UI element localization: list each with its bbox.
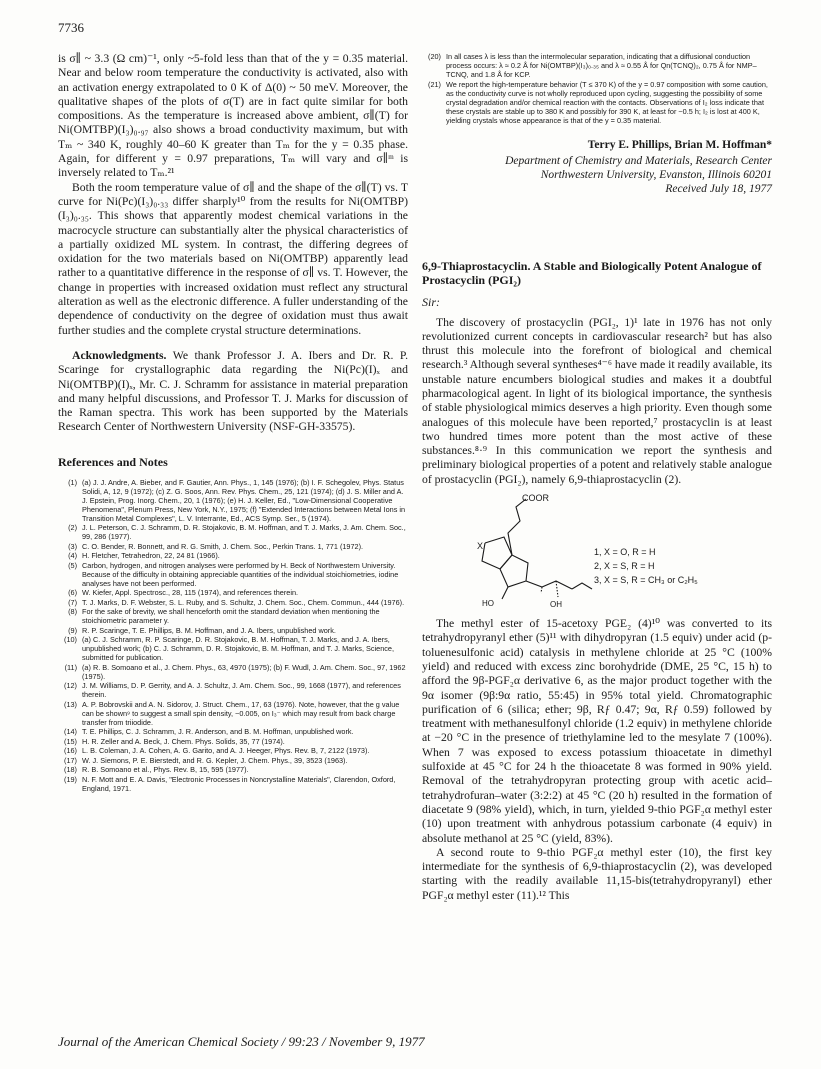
reference-number: (5) bbox=[68, 560, 77, 570]
reference-text: For the sake of brevity, we shall henceforth omit the standard deviation when mentioning the stoichiometric parameter y. bbox=[82, 607, 380, 626]
reference-number: (11) bbox=[64, 662, 77, 672]
reference-number: (14) bbox=[64, 727, 77, 737]
note-text: In all cases λ is less than the intermolecular separation, indicating that a diffusional conduction process occurs: λ ≈ 0.2 Å for Ni(OMTBP)(I₃)₀.₃₅ and λ ≈ 0.55 Å for Qn(TCNQ)₂, 0.75 Å for NMP–TCNQ, and 1.8 Å for KCP. bbox=[446, 52, 757, 79]
reference-item bbox=[58, 607, 408, 625]
reference-text: L. B. Coleman, J. A. Cohen, A. G. Garito, and A. J. Heeger, Phys. Rev. B, 7, 2122 (1973). bbox=[82, 746, 370, 756]
reference-item bbox=[58, 746, 408, 755]
reference-item bbox=[58, 561, 408, 588]
reference-number: (18) bbox=[64, 765, 77, 775]
left-column bbox=[58, 52, 408, 793]
reference-text: J. M. Williams, D. P. Gerrity, and A. J. Schultz, J. Am. Chem. Soc., 99, 1668 (1977), and references therein. bbox=[82, 681, 401, 700]
acknowledgments-label: Acknowledgments. bbox=[72, 348, 167, 362]
salutation: Sir: bbox=[422, 294, 440, 309]
reference-item bbox=[58, 663, 408, 681]
ho-label: HO bbox=[482, 599, 494, 609]
note-number: (21) bbox=[428, 79, 441, 89]
reference-text: C. O. Bender, R. Bonnett, and R. G. Smith, J. Chem. Soc., Perkin Trans. 1, 771 (1972). bbox=[82, 541, 364, 551]
journal-footer: Journal of the American Chemical Society / 99:23 / November 9, 1977 bbox=[58, 1034, 425, 1049]
reference-item bbox=[58, 478, 408, 523]
compound-legend-item: 3, X = S, R = CH₃ or C₂H₅ bbox=[594, 575, 698, 586]
affiliation-line: Northwestern University, Evanston, Illinois 60201 bbox=[540, 168, 772, 181]
page-number: 7736 bbox=[58, 20, 84, 35]
reference-text: (a) C. J. Schramm, R. P. Scaringe, D. R. Stojakovic, B. M. Hoffman, T. J. Marks, and J. A. Ibers, unpublished work; (b) C. J. Schramm, D. R. Stojakovic, B. M. Hoffman, and T. J. Marks, Science, submitted for publication. bbox=[82, 635, 394, 663]
note-number: (20) bbox=[428, 52, 441, 61]
compound-legend bbox=[594, 545, 698, 587]
paragraph: A second route to 9-thio PGF₂α methyl ester (10), the first key intermediate for the synthesis of 6,9-thiaprostacyclin (2), was developed starting with the readily available 11,15-bis(tetrahydropyranyl) ether PGF₂α methyl ester (11).¹² This bbox=[422, 845, 772, 902]
affiliation bbox=[422, 154, 772, 182]
oh-label: OH bbox=[550, 600, 562, 610]
reference-item bbox=[58, 523, 408, 541]
reference-item bbox=[58, 737, 408, 746]
reference-number: (9) bbox=[68, 625, 77, 635]
paragraph: The methyl ester of 15-acetoxy PGE₂ (4)¹⁰ was converted to its tetrahydropyranyl ether (5)¹¹ with dihydropyran (1.5 equiv) under acid (p-toluenesulfonic acid) catalysis in methylene chloride at 25 °C (100% yield) and reduced with excess zinc borohydride (DME, 25 °C, 15 h) to afford the 9β-PGF₂α derivative 6, as the major product together with the 9α isomer (9β:9α ratio, 55:45) in 95% total yield. Chromatographic purification of 6 (silica; ether; 9β, Rƒ 0.47; 9α, Rƒ 0.59) followed by treatment with methanesulfonyl chloride (1.2 equiv) in methylene chloride at −20 °C in the presence of triethylamine led to the mesylate 7 (100%). When 7 was exposed to excess potassium thioacetate in dimethyl sulfoxide at 45 °C for 24 h the thioacetate 8 was formed in 90% yield. Removal of the tetrahydropyran protecting group with acetic acid–tetrahydrofuran–water (3:2:2) at 45 °C (20 h) resulted in the formation of diacetate 9 (98% yield), which, in turn, yielded 9-thio PGF₂α methyl ester (10) upon treatment with anhydrous potassium carbonate (4 equiv) in absolute methanol at 25 °C (yield, 83%). bbox=[422, 617, 772, 845]
note-item bbox=[422, 52, 772, 79]
reference-text: J. L. Peterson, C. J. Schramm, D. R. Stojakovic, B. M. Hoffman, and T. J. Marks, J. Am. Chem. Soc., 99, 286 (1977). bbox=[82, 523, 406, 542]
reference-number: (8) bbox=[68, 607, 77, 617]
reference-number: (6) bbox=[68, 588, 77, 598]
reference-text: R. B. Somoano et al., Phys. Rev. B, 15, 595 (1977). bbox=[82, 765, 249, 775]
affiliation-line: Department of Chemistry and Materials, Research Center bbox=[505, 154, 772, 167]
chemical-structure bbox=[422, 493, 772, 611]
article-title: 6,9-Thiaprostacyclin. A Stable and Biologically Potent Analogue of Prostacyclin (PGI₂) bbox=[422, 258, 762, 287]
reference-text: (a) R. B. Somoano et al., J. Chem. Phys., 63, 4970 (1975); (b) F. Wudl, J. Am. Chem. Soc., 97, 1962 (1975). bbox=[82, 662, 406, 681]
notes-list bbox=[422, 52, 772, 125]
reference-number: (17) bbox=[64, 755, 77, 765]
right-column bbox=[422, 52, 772, 903]
reference-item bbox=[58, 775, 408, 793]
compound-legend-item: 1, X = O, R = H bbox=[594, 547, 656, 558]
acknowledgments bbox=[58, 349, 408, 435]
received-date: Received July 18, 1977 bbox=[665, 182, 772, 195]
reference-text: H. R. Zeller and A. Beck, J. Chem. Phys. Solids, 35, 77 (1974). bbox=[82, 736, 285, 746]
reference-text: W. Kiefer, Appl. Spectrosc., 28, 115 (1974), and references therein. bbox=[82, 588, 299, 598]
reference-number: (7) bbox=[68, 597, 77, 607]
reference-number: (3) bbox=[68, 541, 77, 551]
reference-item bbox=[58, 588, 408, 597]
note-item bbox=[422, 80, 772, 125]
reference-item bbox=[58, 765, 408, 774]
reference-item bbox=[58, 727, 408, 736]
reference-number: (4) bbox=[68, 551, 77, 561]
reference-text: Carbon, hydrogen, and nitrogen analyses were performed by H. Beck of Northwestern University. Because of the difficulty in obtaining appreciable quantities of the individual stoichiometries, iodine analyses have not been performed. bbox=[82, 560, 399, 588]
reference-item bbox=[58, 542, 408, 551]
coor-label: COOR bbox=[522, 493, 549, 504]
reference-number: (19) bbox=[64, 774, 77, 784]
reference-number: (1) bbox=[68, 477, 77, 487]
paragraph: Both the room temperature value of σ∥ and the shape of the σ∥(T) vs. T curve for Ni(Pc)(I₃)₀.₃₃ differ sharply¹⁰ from the results for Ni(OMTBP)(I₃)₀.₃₅. This shows that apparently modest chemical variations in the macrocycle structure can substantially alter the physical characteristics of a partially oxidized ML system. In contrast, the differing degrees of oxidation for the two materials based on Ni(OMTBP) apparently lead rather to a quantitative difference in the response of σ∥ vs. T. However, the change in properties with increased oxidation must reflect any structural alteration as well as the electronic difference. A fuller understanding of the dependence of conductivity on the degree of oxidation must thus await further studies and the complete crystal structure determinations. bbox=[58, 180, 408, 337]
reference-number: (13) bbox=[64, 699, 77, 709]
reference-number: (10) bbox=[64, 635, 77, 645]
reference-text: R. P. Scaringe, T. E. Phillips, B. M. Hoffman, and J. A. Ibers, unpublished work. bbox=[82, 625, 336, 635]
paragraph: The discovery of prostacyclin (PGI₂, 1)¹ late in 1976 has not only revolutionized current concepts in cardiovascular research² but has also thrust this molecule into the forefront of biological and chemical research.³ Although several syntheses⁴⁻⁶ have made it readily available, its unstable nature encumbers biological studies and makes it a doubtful pharmacological agent. In light of its biological importance, the synthesis of stable physiological mimics deserves a high priority. Even though some analogues of this molecule have been reported,⁷ prostacyclin is at least two hundred times more potent than the most active of these substances.⁸·⁹ In this communication we report the synthesis and preliminary biological properties of a potent and relatively stable analogue of prostacyclin (PGI₂), namely 6,9-thiaprostacyclin (2). bbox=[422, 315, 772, 486]
paragraph: is σ∥ ~ 3.3 (Ω cm)⁻¹, only ~5-fold less than that of the y = 0.35 material. Near and below room temperature the conductivity is activated, also with an activation energy extrapolated to 0 K of Δ(0) ~ 50 meV. Moreover, the qualitative shapes of the plots of σ(T) are in fact quite similar for both compositions. As the temperature is increased above ambient, σ∥(T) for Ni(OMTBP)(I₃)₀.₉₇ also shows a broad conductivity maximum, but with Tₘ ~ 340 K, roughly 40–60 K greater than Tₘ for the y = 0.35 phase. Again, for different y = 0.97 preparations, Tₘ will vary and σ∥ᵐ is inversely related to Tₘ.²¹ bbox=[58, 52, 408, 180]
references-list bbox=[58, 478, 408, 793]
acknowledgments-text: We thank Professor J. A. Ibers and Dr. R. P. Scaringe for crystallographic data regarding the Ni(Pc)(I)ₓ and Ni(OMTBP)(I)ₓ, Mr. C. J. Schramm for assistance in material preparation and many helpful discussions, and Professor T. J. Marks for discussion of the Raman spectra. This work has been supported by the Materials Research Center of Northwestern University (NSF-GH-33575). bbox=[58, 348, 408, 434]
reference-text: N. F. Mott and E. A. Davis, "Electronic Processes in Noncrystalline Materials", Clarendon, Oxford, England, 1971. bbox=[82, 774, 396, 793]
reference-item bbox=[58, 598, 408, 607]
reference-item bbox=[58, 626, 408, 635]
reference-number: (2) bbox=[68, 523, 77, 533]
reference-text: A. P. Bobrovskii and A. N. Sidorov, J. Struct. Chem., 17, 63 (1976). Note, however, that the g value can be shown⁹ to suggest a small spin density, ~0.005, on I₃⁻ which may result from back charge transfer from triiodide. bbox=[82, 699, 400, 727]
reference-item bbox=[58, 551, 408, 560]
reference-item bbox=[58, 756, 408, 765]
reference-item bbox=[58, 681, 408, 699]
references-heading: References and Notes bbox=[58, 454, 168, 469]
reference-text: H. Fletcher, Tetrahedron, 22, 24 81 (1966). bbox=[82, 551, 220, 561]
reference-number: (15) bbox=[64, 736, 77, 746]
reference-text: (a) J. J. Andre, A. Bieber, and F. Gautier, Ann. Phys., 1, 145 (1976); (b) I. F. Schegolev, Phys. Status Solidi, A, 12, 9 (1972); (c) Z. G. Soos, Ann. Rev. Phys. Chem., 25, 121 (1974); (d) J. S. Miller and A. J. Epstein, Prog. Inorg. Chem., 20, 1 (1976); (e) H. J. Keller, Ed., "Low-Dimensional Cooperative Phenomena", Plenum Press, New York, N.Y., 1975; (f) "Extended Interactions between Metal Ions in Transition Metal Complexes", L. V. Interrante, Ed., ACS Symp. Ser., 5 (1974). bbox=[82, 477, 406, 523]
x-label: X bbox=[477, 541, 484, 552]
reference-number: (16) bbox=[64, 746, 77, 756]
reference-item bbox=[58, 635, 408, 662]
reference-text: T. J. Marks, D. F. Webster, S. L. Ruby, and S. Schultz, J. Chem. Soc., Chem. Commun., 444 (1976). bbox=[82, 597, 405, 607]
note-text: We report the high-temperature behavior (T ≤ 370 K) of the y = 0.97 composition with some caution, as the conductivity curve is not wholly reproduced upon cycling, suggesting the possibility of some crystal degradation and/or chemical reaction with the contacts. Observations of I₂ loss indicate that these crystals are stable up to 380 K and possibly for 390 K, at least for ~0.5 h; I₂ is lost at 400 K, yielding crystals whose appearance is that of the y = 0.35 material. bbox=[446, 79, 768, 125]
author-names: Terry E. Phillips, Brian M. Hoffman* bbox=[587, 138, 772, 151]
reference-text: W. J. Siemons, P. E. Bierstedt, and R. G. Kepler, J. Chem. Phys., 39, 3523 (1963). bbox=[82, 755, 348, 765]
reference-text: T. E. Phillips, C. J. Schramm, J. R. Anderson, and B. M. Hoffman, unpublished work. bbox=[82, 727, 354, 737]
reference-number: (12) bbox=[64, 681, 77, 691]
compound-legend-item: 2, X = S, R = H bbox=[594, 561, 655, 572]
reference-item bbox=[58, 700, 408, 727]
